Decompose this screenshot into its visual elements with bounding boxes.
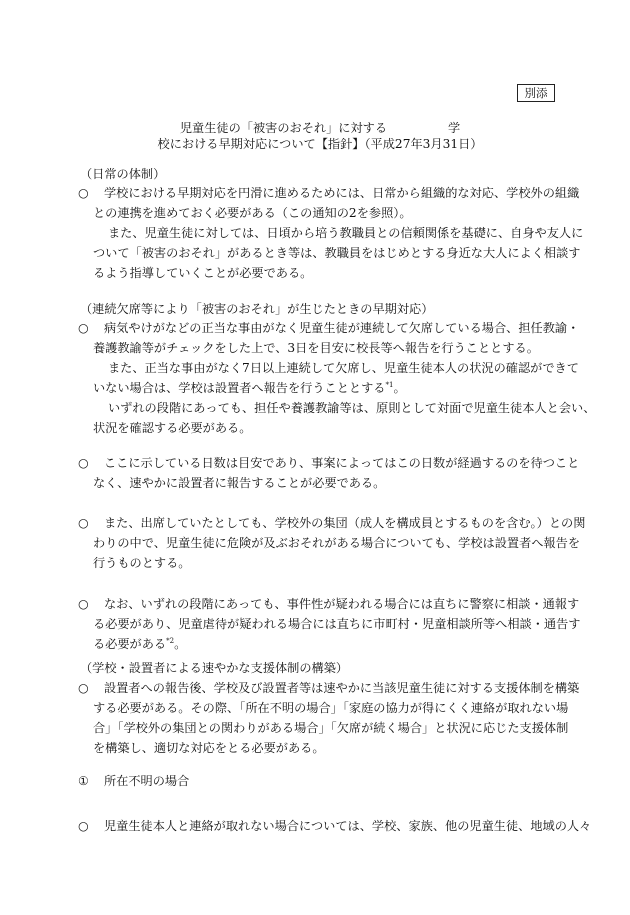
circle-bullet: ○	[78, 456, 89, 470]
paragraph-line: ○ 学校における早期対応を円滑に進めるためには、日常から組織的な対応、学校外の組織	[78, 183, 560, 203]
paragraph-line: ○ 病気やけがなどの正当な事由がなく児童生徒が連続して欠席している場合、担任教諭・	[78, 318, 560, 338]
paragraph-absence-3	[78, 513, 586, 573]
section-heading-support: （学校・設置者による速やかな支援体制の構築）	[80, 661, 349, 675]
paragraph-line	[78, 771, 560, 791]
paragraph-line: ○ 児童生徒本人と連絡が取れない場合については、学校、家族、他の児童生徒、地域の人々	[78, 816, 560, 836]
item-number-marker: ①	[78, 774, 89, 788]
attachment-label-box: 別添	[517, 84, 555, 102]
list-item-missing	[78, 771, 560, 791]
paragraph-line: る必要がある$^{*2}$。	[93, 636, 187, 651]
paragraph-line: ○ 設置者への報告後、学校及び設置者等は速やかに当該児童生徒に対する支援体制を構築	[78, 678, 560, 698]
circle-bullet: ○	[78, 186, 89, 200]
paragraph-line: わりの中で、児童生徒に危険が及ぶおそれがある場合についても、学校は設置者へ報告を	[93, 536, 581, 550]
footnote-ref-1: *1	[385, 380, 394, 389]
paragraph-line: を構築し、適切な対応をとる必要がある。	[93, 741, 325, 755]
paragraph-line: なく、速やかに設置者に報告することが必要である。	[93, 476, 386, 490]
item-label: 所在不明の場合	[104, 774, 190, 788]
paragraph-line: との連携を進めておく必要がある（この通知の2を参照）。	[93, 206, 412, 220]
paragraph-line: また、児童生徒に対しては、日頃から培う教職員との信頼関係を基礎に、自身や友人に	[108, 226, 584, 240]
paragraph-line: ○ また、出席していたとしても、学校外の集団（成人を構成員とするものを含む。）との関	[78, 513, 560, 533]
paragraph-line: ついて「被害のおそれ」があるとき等は、教職員をはじめとする身近な大人によく相談す	[93, 246, 581, 260]
paragraph-support-2	[78, 816, 592, 836]
paragraph-line: る必要があり、児童虐待が疑われる場合には直ちに市町村・児童相談所等へ相談・通告す	[93, 617, 581, 631]
paragraph-support-1	[78, 678, 580, 758]
paragraph-line: また、正当な事由がなく7日以上連続して欠席し、児童生徒本人の状況の確認ができて	[108, 361, 579, 375]
document-title-line1: 児童生徒の「被害のおそれ」に対する 学	[179, 121, 461, 135]
document-title-line2: 校における早期対応について【指針】（平成27年3月31日）	[157, 137, 483, 151]
circle-bullet: ○	[78, 681, 89, 695]
paragraph-line: ○ ここに示している日数は目安であり、事案によってはこの日数が経過するのを待つこと	[78, 453, 560, 473]
section-heading-absence: （連続欠席等により「被害のおそれ」が生じたときの早期対応）	[80, 302, 434, 316]
section-heading-daily: （日常の体制）	[80, 167, 166, 181]
paragraph-daily	[78, 183, 584, 283]
paragraph-line: 養護教諭等がチェックをした上で、3日を目安に校長等へ報告を行うこととする。	[93, 341, 539, 355]
circle-bullet: ○	[78, 597, 89, 611]
paragraph-line: する必要がある。その際、「所在不明の場合」「家庭の協力が得にくく連絡が取れない場	[93, 701, 569, 715]
paragraph-line: 合」「学校外の集団との関わりがある場合」「欠席が続く場合」と状況に応じた支援体制	[93, 721, 569, 735]
circle-bullet: ○	[78, 321, 89, 335]
paragraph-line: 行うものとする。	[93, 556, 191, 570]
circle-bullet: ○	[78, 819, 89, 833]
paragraph-line: 状況を確認する必要がある。	[93, 421, 252, 435]
paragraph-line: るよう指導していくことが必要である。	[93, 266, 313, 280]
footnote-ref-2: *2	[166, 636, 175, 645]
paragraph-absence-2	[78, 453, 580, 493]
circle-bullet: ○	[78, 516, 89, 530]
paragraph-absence-4	[78, 594, 581, 654]
paragraph-absence-1	[78, 318, 596, 438]
paragraph-line: いずれの段階にあっても、担任や養護教諭等は、原則として対面で児童生徒本人と会い、	[108, 401, 596, 415]
paragraph-line: いない場合は、学校は設置者へ報告を行うこととする$^{*1}$。	[93, 380, 406, 395]
paragraph-line: ○ なお、いずれの段階にあっても、事件性が疑われる場合には直ちに警察に相談・通報す	[78, 594, 560, 614]
